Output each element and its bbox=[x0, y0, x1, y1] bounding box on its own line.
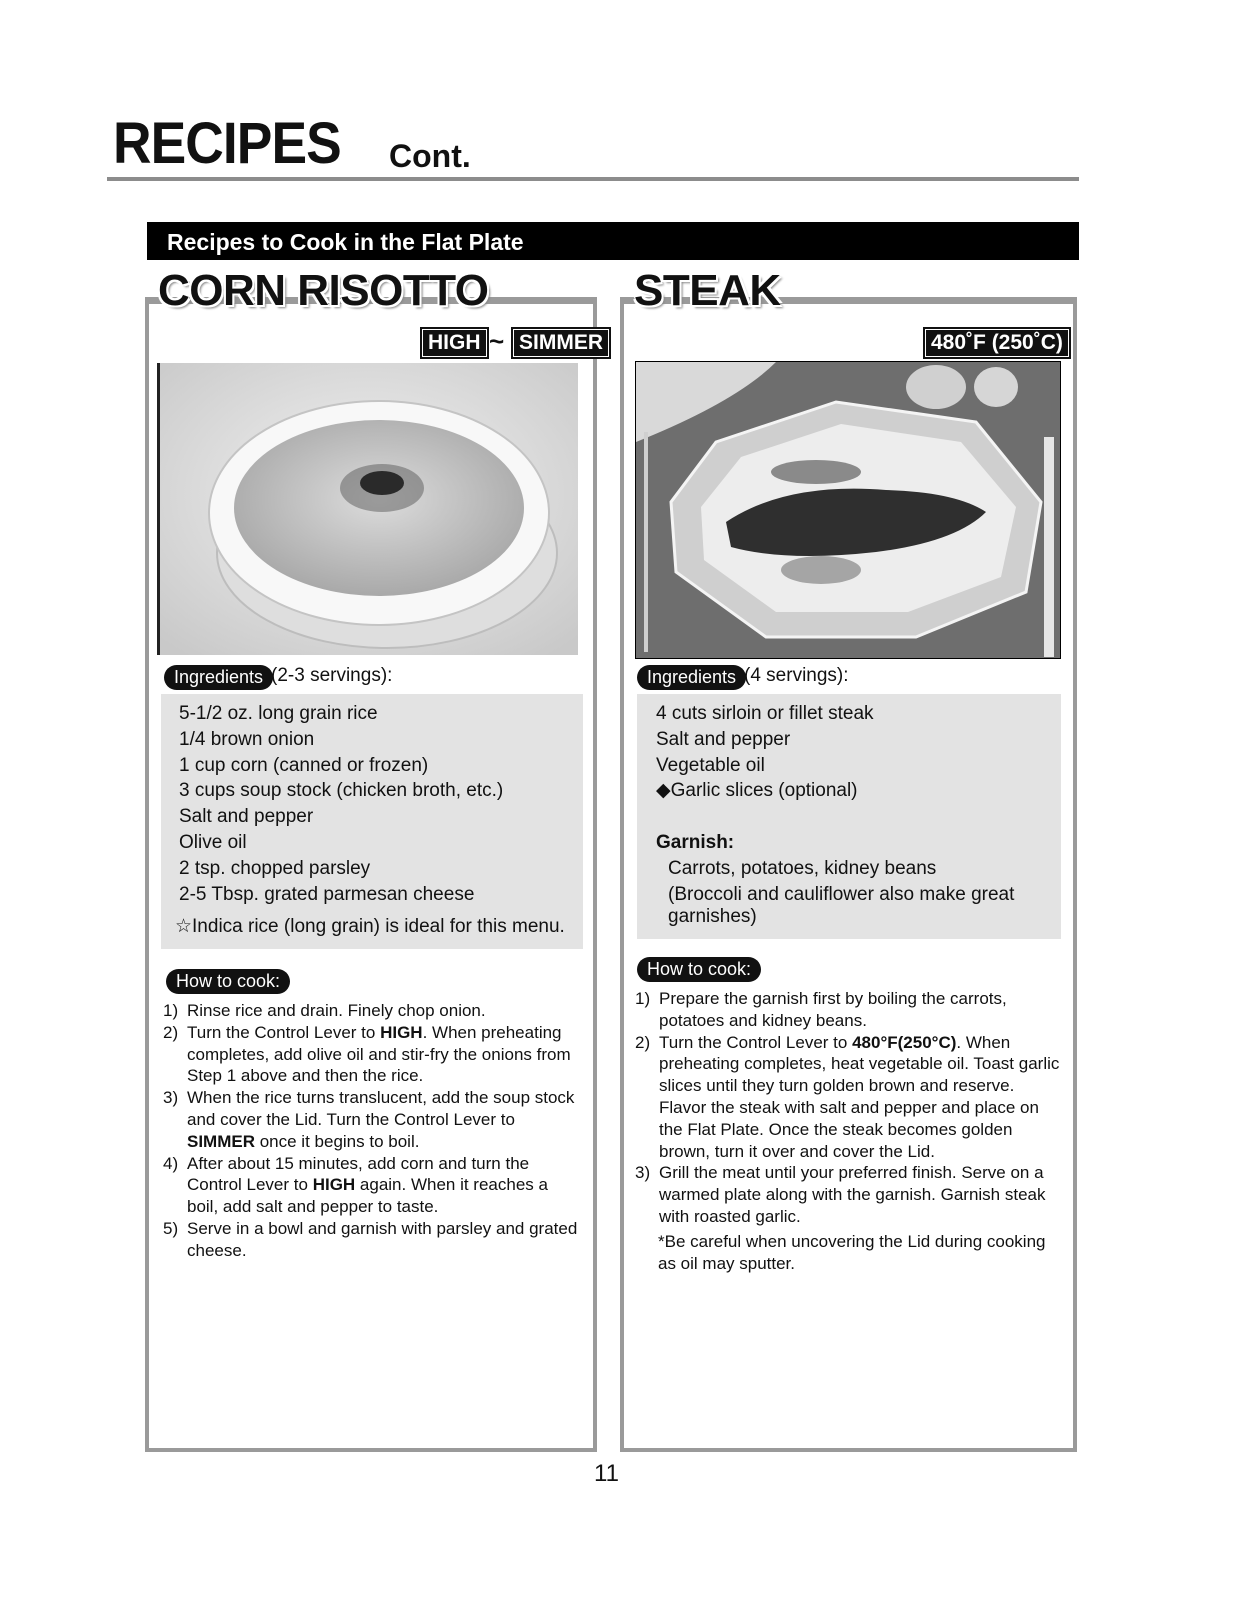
step-text: Turn the Control Lever to 480°F(250°C). When preheating completes, heat vegetable oil. Toast garlic slices until they turn golden brown and reserve. Flavor the steak with salt and pepper and place on the Flat Plate. Once the steak becomes golden brown, turn it over and cover the Lid. bbox=[659, 1032, 1060, 1161]
cooking-step bbox=[163, 1218, 583, 1262]
heat-range-tilde: ~ bbox=[489, 326, 505, 356]
steak-title: STEAK bbox=[634, 266, 781, 315]
caution-text: *Be careful when uncovering the Lid during cooking as oil may sputter. bbox=[658, 1232, 1046, 1273]
garnish-label: Garnish: bbox=[656, 832, 735, 853]
ingredient-item: 2 tsp. chopped parsley bbox=[179, 857, 371, 879]
page-number: 11 bbox=[594, 1460, 619, 1487]
step-number: 5) bbox=[163, 1218, 179, 1238]
heat-high-tag: HIGH bbox=[420, 327, 489, 359]
ingredient-item: Vegetable oil bbox=[656, 754, 765, 776]
garnish-item: (Broccoli and cauliflower also make great bbox=[668, 883, 1015, 905]
steak-how-label: How to cook: bbox=[637, 957, 761, 982]
step-text: Prepare the garnish first by boiling the carrots, potatoes and kidney beans. bbox=[659, 989, 1007, 1030]
steak-steps bbox=[635, 988, 1060, 1228]
ingredient-item: ◆Garlic slices (optional) bbox=[656, 780, 858, 802]
step-text: After about 15 minutes, add corn and turn the Control Lever to HIGH again. When it reaches a boil, add salt and pepper to taste. bbox=[187, 1153, 548, 1217]
step-text: Serve in a bowl and garnish with parsley and grated cheese. bbox=[187, 1218, 578, 1260]
page-subtitle: Cont. bbox=[389, 138, 471, 174]
ingredient-item: Olive oil bbox=[179, 831, 247, 853]
section-bar bbox=[147, 222, 1079, 260]
risotto-servings: (2-3 servings): bbox=[271, 665, 393, 686]
step-number: 2) bbox=[163, 1022, 179, 1042]
step-number: 4) bbox=[163, 1153, 179, 1173]
garnish-heading bbox=[656, 830, 734, 856]
step-number: 3) bbox=[635, 1163, 651, 1183]
step-text: When the rice turns translucent, add the soup stock and cover the Lid. Turn the Control Lever to SIMMER once it begins to boil. bbox=[187, 1088, 575, 1151]
ingredient-item: Salt and pepper bbox=[179, 806, 314, 828]
cooking-step bbox=[163, 1000, 583, 1022]
page-title: RECIPES bbox=[113, 111, 341, 176]
cooking-step bbox=[635, 1162, 1060, 1227]
steak-ingredients-list bbox=[656, 701, 874, 804]
step-text: Turn the Control Lever to HIGH. When preheating completes, add olive oil and stir-fry the onions from Step 1 above and then the rice. bbox=[187, 1022, 571, 1086]
risotto-ingredients-list bbox=[179, 701, 503, 907]
rice-tip: ☆Indica rice (long grain) is ideal for this menu. bbox=[175, 916, 565, 937]
step-number: 2) bbox=[635, 1032, 651, 1052]
step-text: Grill the meat until your preferred finish. Serve on a warmed plate along with the garnish. Garnish steak with roasted garlic. bbox=[659, 1163, 1046, 1226]
step-number: 3) bbox=[163, 1088, 179, 1108]
heat-simmer-tag: SIMMER bbox=[511, 327, 611, 359]
steak-servings: (4 servings): bbox=[744, 665, 849, 686]
cooking-step bbox=[163, 1022, 583, 1087]
steak-ingredients-label: Ingredients bbox=[637, 665, 746, 690]
garnish-list bbox=[668, 856, 1014, 926]
ingredient-item: 3 cups soup stock (chicken broth, etc.) bbox=[179, 780, 504, 802]
cooking-step bbox=[163, 1087, 583, 1152]
section-label: Recipes to Cook in the Flat Plate bbox=[167, 229, 524, 255]
steak-photo bbox=[635, 361, 1061, 659]
step-number: 1) bbox=[635, 989, 651, 1008]
steak-caution-note bbox=[650, 1231, 1062, 1275]
risotto-ingredients-label: Ingredients bbox=[164, 665, 273, 690]
ingredient-item: 4 cuts sirloin or fillet steak bbox=[656, 703, 874, 724]
risotto-photo bbox=[157, 363, 578, 655]
ingredient-item: 1/4 brown onion bbox=[179, 728, 315, 750]
page-header bbox=[113, 110, 471, 177]
ingredient-item: Salt and pepper bbox=[656, 728, 791, 750]
risotto-tip bbox=[175, 914, 565, 940]
risotto-title: CORN RISOTTO bbox=[158, 266, 489, 315]
header-rule bbox=[107, 177, 1079, 181]
ingredient-item: 5-1/2 oz. long grain rice bbox=[179, 703, 378, 724]
ingredient-item: 1 cup corn (canned or frozen) bbox=[179, 754, 429, 776]
cooking-step bbox=[635, 988, 1060, 1032]
risotto-how-label: How to cook: bbox=[166, 969, 290, 994]
step-number: 1) bbox=[163, 1001, 179, 1020]
garnish-item: garnishes) bbox=[668, 905, 757, 927]
step-text: Rinse rice and drain. Finely chop onion. bbox=[187, 1001, 486, 1020]
risotto-steps bbox=[163, 1000, 583, 1262]
cooking-step bbox=[635, 1032, 1060, 1163]
ingredient-item: 2-5 Tbsp. grated parmesan cheese bbox=[179, 883, 475, 905]
garnish-item: Carrots, potatoes, kidney beans bbox=[668, 858, 937, 879]
cooking-step bbox=[163, 1153, 583, 1218]
heat-temp-tag: 480˚F (250˚C) bbox=[923, 327, 1071, 359]
